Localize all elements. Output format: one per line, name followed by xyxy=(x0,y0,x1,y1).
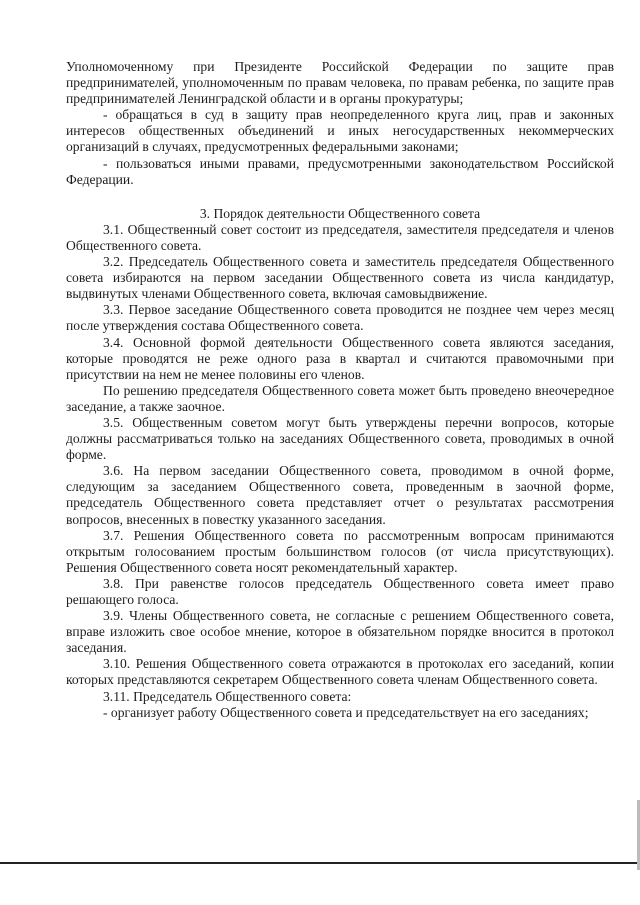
paragraph-other-rights: - пользоваться иными правами, предусмотренными законодательством Российской Федерации. xyxy=(66,155,614,187)
clause-3-4: 3.4. Основной формой деятельности Общественного совета являются заседания, которые проводятся не реже одного раза в квартал и считаются правомочными при присутствии на нем не менее половины его членов. xyxy=(66,334,614,382)
paragraph-continuation: Уполномоченному при Президенте Российской Федерации по защите прав предпринимателей, уполномоченным по правам человека, по правам ребенка, по защите прав предпринимателей Ленинградской области и в органы прокуратуры; xyxy=(66,59,614,107)
paragraph-court-appeal: - обращаться в суд в защиту прав неопределенного круга лиц, прав и законных интересов общественных объединений и иных негосударственных некоммерческих организаций в случаях, предусмотренных федеральными законами; xyxy=(66,107,614,155)
clause-3-6: 3.6. На первом заседании Общественного совета, проводимом в очной форме, следующим за заседанием Общественного совета, проведенным в заочной форме, председатель Общественного совета представляет отчет о результатах рассмотрения вопросов, внесенных в повестку указанного заседания. xyxy=(66,463,614,527)
scan-bottom-rule xyxy=(0,862,640,864)
clause-3-11-item: - организует работу Общественного совета и председательствует на его заседаниях; xyxy=(103,704,589,720)
clause-3-5: 3.5. Общественным советом могут быть утверждены перечни вопросов, которые должны рассматриваться только на заседаниях Общественного совета, проводимых в очной форме. xyxy=(66,414,614,463)
clause-3-4-extra: По решению председателя Общественного совета может быть проведено внеочередное заседание, а также заочное. xyxy=(66,382,614,414)
document-page xyxy=(66,59,614,721)
clause-3-2: 3.2. Председатель Общественного совета и заместитель председателя Общественного совета избираются на первом заседании Общественного совета из числа кандидатур, выдвинутых членами Общественного совета, включая самовыдвижение. xyxy=(66,254,614,302)
clause-3-9: 3.9. Члены Общественного совета, не согласные с решением Общественного совета, вправе изложить свое особое мнение, которое в обязательном порядке вносится в протокол заседания. xyxy=(66,608,614,656)
clause-3-7: 3.7. Решения Общественного совета по рассмотренным вопросам принимаются открытым голосованием простым большинством голосов (от числа присутствующих). Решения Общественного совета носят рекомендательный характер. xyxy=(66,527,614,575)
section-title: 3. Порядок деятельности Общественного совета xyxy=(199,205,481,221)
clause-3-11: 3.11. Председатель Общественного совета: xyxy=(103,688,352,704)
clause-3-1: 3.1. Общественный совет состоит из председателя, заместителя председателя и членов Общественного совета. xyxy=(66,221,614,253)
clause-3-10: 3.10. Решения Общественного совета отражаются в протоколах его заседаний, копии которых представляются секретарем Общественного совета членам Общественного совета. xyxy=(66,656,614,688)
clause-3-8: 3.8. При равенстве голосов председатель Общественного совета имеет право решающего голоса. xyxy=(66,575,614,607)
clause-3-3: 3.3. Первое заседание Общественного совета проводится не позднее чем через месяц после утверждения состава Общественного совета. xyxy=(66,302,614,334)
